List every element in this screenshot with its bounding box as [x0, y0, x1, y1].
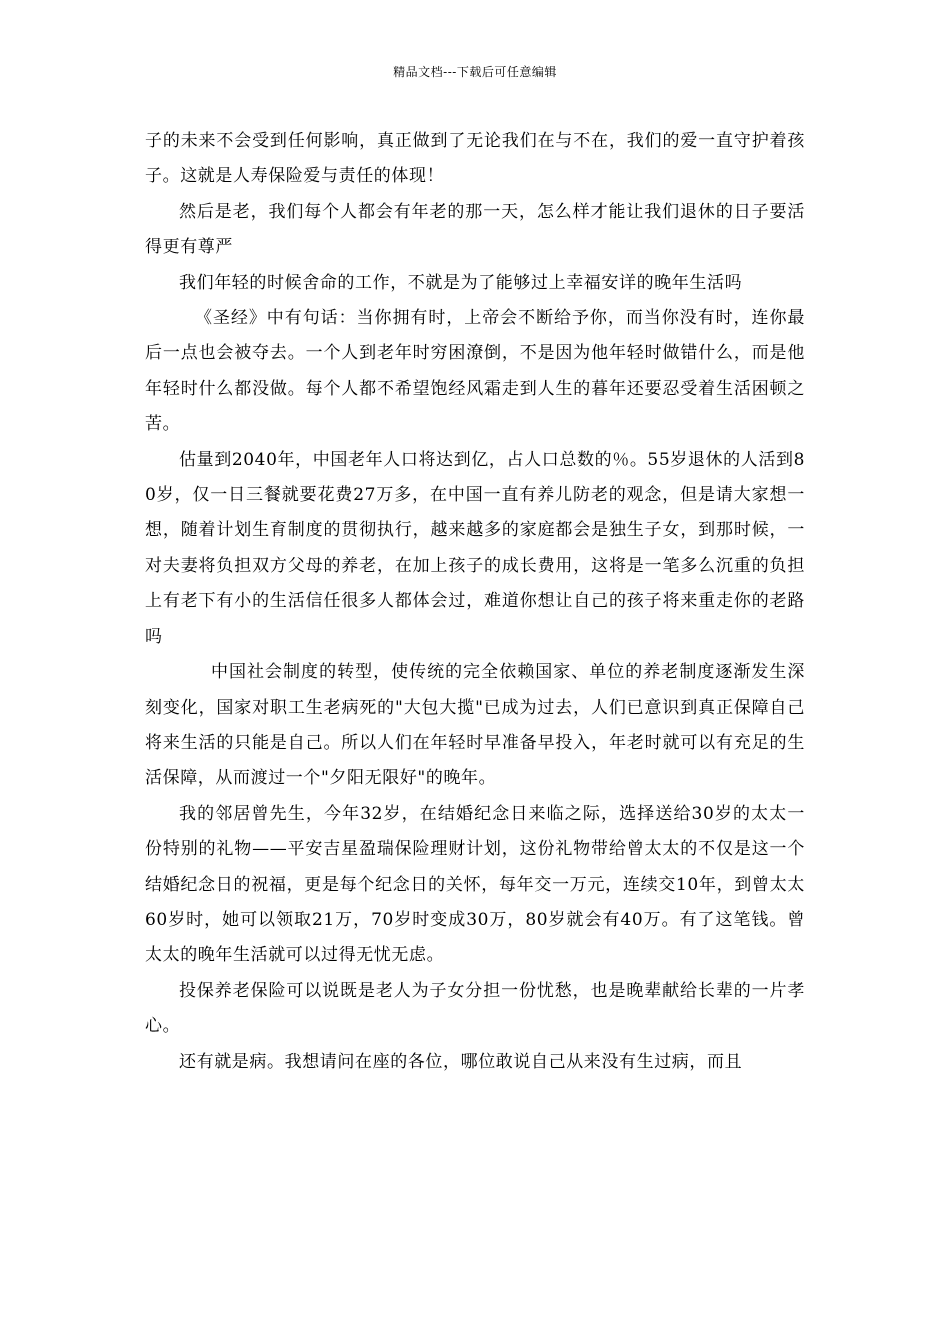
paragraph-1: 子的未来不会受到任何影响，真正做到了无论我们在与不在，我们的爱一直守护着孩子。这就是人寿保险爱与责任的体现！ — [145, 131, 805, 187]
paragraph-7: 我的邻居曾先生，今年32岁，在结婚纪念日来临之际，选择送给30岁的太太一份特别的礼物——平安吉星盈瑞保险理财计划，这份礼物带给曾太太的不仅是这一个结婚纪念日的祝福，更是每个纪念日的关怀，每年交一万元，连续交10年，到曾太太60岁时，她可以领取21万，70岁时变成30万，80岁就会有40万。有了这笔钱。曾太太的晚年生活就可以过得无忧无虑。 — [145, 803, 805, 966]
paragraph-5: 估量到2040年，中国老年人口将达到亿，占人口总数的％。55岁退休的人活到80岁，仅一日三餐就要花费27万多，在中国一直有养儿防老的观念，但是请大家想一想，随着计划生育制度的贯彻执行，越来越多的家庭都会是独生子女，到那时候，一对夫妻将负担双方父母的养老，在加上孩子的成长费用，这将是一笔多么沉重的负担上有老下有小的生活信任很多人都体会过，难道你想让自己的孩子将来重走你的老路吗 — [145, 449, 805, 647]
paragraph-8: 投保养老保险可以说既是老人为子女分担一份忧愁，也是晚辈献给长辈的一片孝心。 — [145, 980, 805, 1037]
paragraph-6: 中国社会制度的转型，使传统的完全依赖国家、单位的养老制度逐渐发生深刻变化，国家对职工生老病死的"大包大揽"已成为过去，人们已意识到真正保障自己将来生活的只能是自己。所以人们在年轻时早准备早投入，年老时就可以有充足的生活保障，从而渡过一个"夕阳无限好"的晚年。 — [145, 662, 805, 789]
paragraph-3: 我们年轻的时候舍命的工作，不就是为了能够过上幸福安详的晚年生活吗 — [179, 272, 743, 293]
paragraph-4: 《圣经》中有句话：当你拥有时，上帝会不断给予你，而当你没有时，连你最后一点也会被夺去。一个人到老年时穷困潦倒，不是因为他年轻时做错什么，而是他年轻时什么都没做。每个人都不希望饱经风霜走到人生的暮年还要忍受着生活困顿之苦。 — [145, 308, 805, 435]
paragraph-9: 还有就是病。我想请问在座的各位，哪位敢说自己从来没有生过病，而且 — [179, 1051, 743, 1072]
page-header: 精品文档---下载后可任意编辑 — [393, 65, 557, 79]
paragraph-2: 然后是老，我们每个人都会有年老的那一天，怎么样才能让我们退休的日子要活得更有尊严 — [145, 201, 805, 258]
document-body — [145, 124, 805, 1080]
